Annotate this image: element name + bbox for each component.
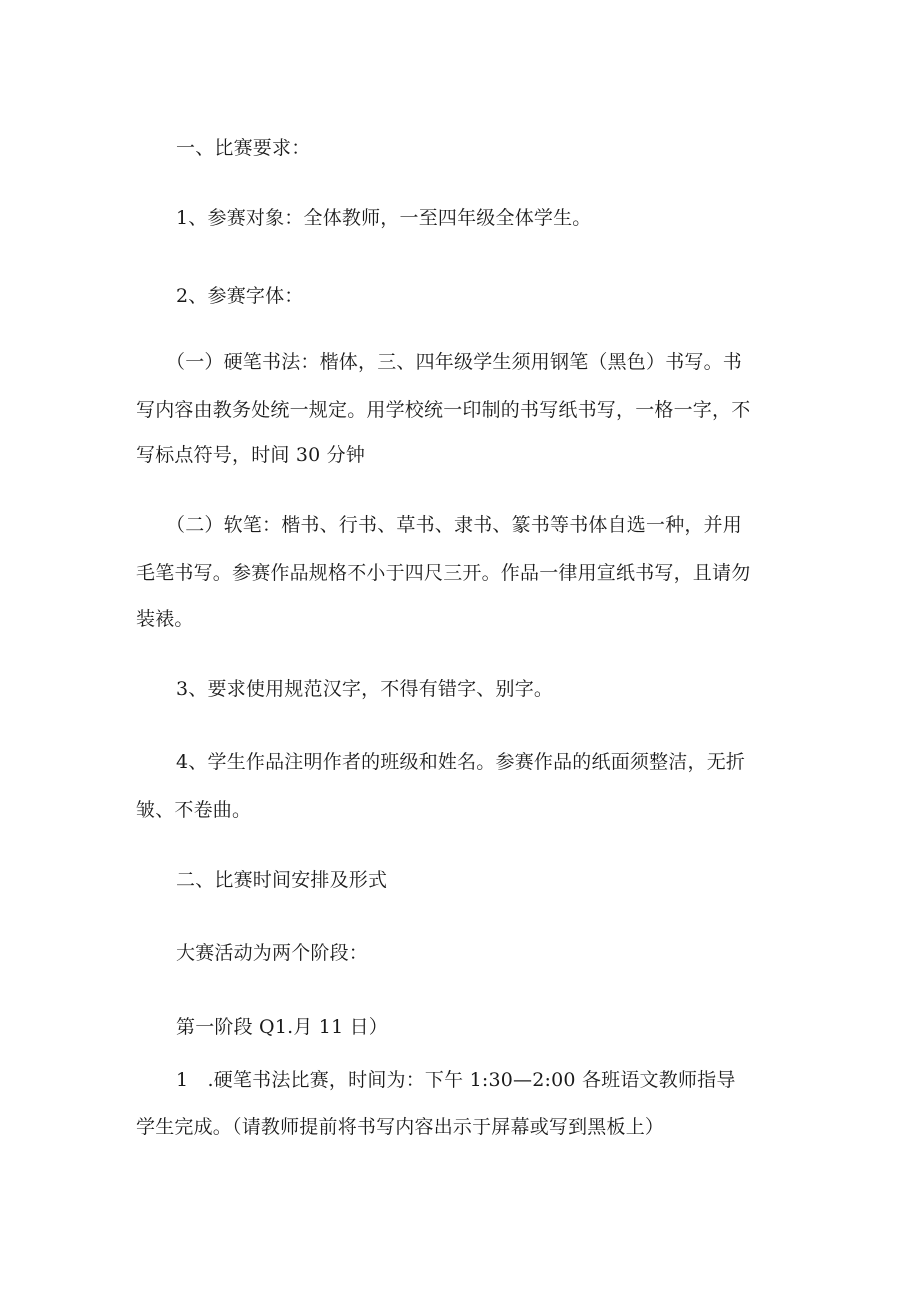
paragraph-labeling-line-2: 皱、不卷曲。: [136, 799, 252, 821]
section-heading-schedule: 二、比赛时间安排及形式: [176, 869, 388, 891]
paragraph-participants: 1、参赛对象：全体教师，一至四年级全体学生。: [176, 207, 592, 229]
paragraph-hard-pen-contest-line-2: 学生完成。（请教师提前将书写内容出示于屏幕或写到黑板上）: [136, 1116, 665, 1138]
paragraph-labeling-line-1: 4、学生作品注明作者的班级和姓名。参赛作品的纸面须整洁，无折: [176, 751, 746, 773]
paragraph-hard-pen-line-3: 写标点符号，时间 30 分钟: [136, 444, 366, 466]
paragraph-soft-pen-line-3: 装裱。: [136, 608, 194, 630]
paragraph-two-stages: 大赛活动为两个阶段：: [176, 942, 369, 964]
paragraph-standard-characters: 3、要求使用规范汉字，不得有错字、别字。: [176, 678, 554, 700]
paragraph-soft-pen-line-2: 毛笔书写。参赛作品规格不小于四尺三开。作品一律用宣纸书写，且请勿: [136, 562, 751, 584]
paragraph-hard-pen-contest-line-1: 1 .硬笔书法比赛，时间为：下午 1:30—2:00 各班语文教师指导: [176, 1069, 736, 1091]
paragraph-soft-pen-line-1: （二）软笔：楷书、行书、草书、隶书、篆书等书体自选一种，并用: [166, 514, 743, 536]
paragraph-fonts: 2、参赛字体：: [176, 285, 304, 307]
section-heading-requirements: 一、比赛要求：: [176, 137, 311, 159]
paragraph-hard-pen-line-1: （一）硬笔书法：楷体，三、四年级学生须用钢笔（黑色）书写。书: [166, 351, 743, 373]
paragraph-stage-one: 第一阶段 Q1.月 11 日）: [176, 1016, 389, 1038]
paragraph-hard-pen-line-2: 写内容由教务处统一规定。用学校统一印制的书写纸书写，一格一字，不: [136, 399, 751, 421]
